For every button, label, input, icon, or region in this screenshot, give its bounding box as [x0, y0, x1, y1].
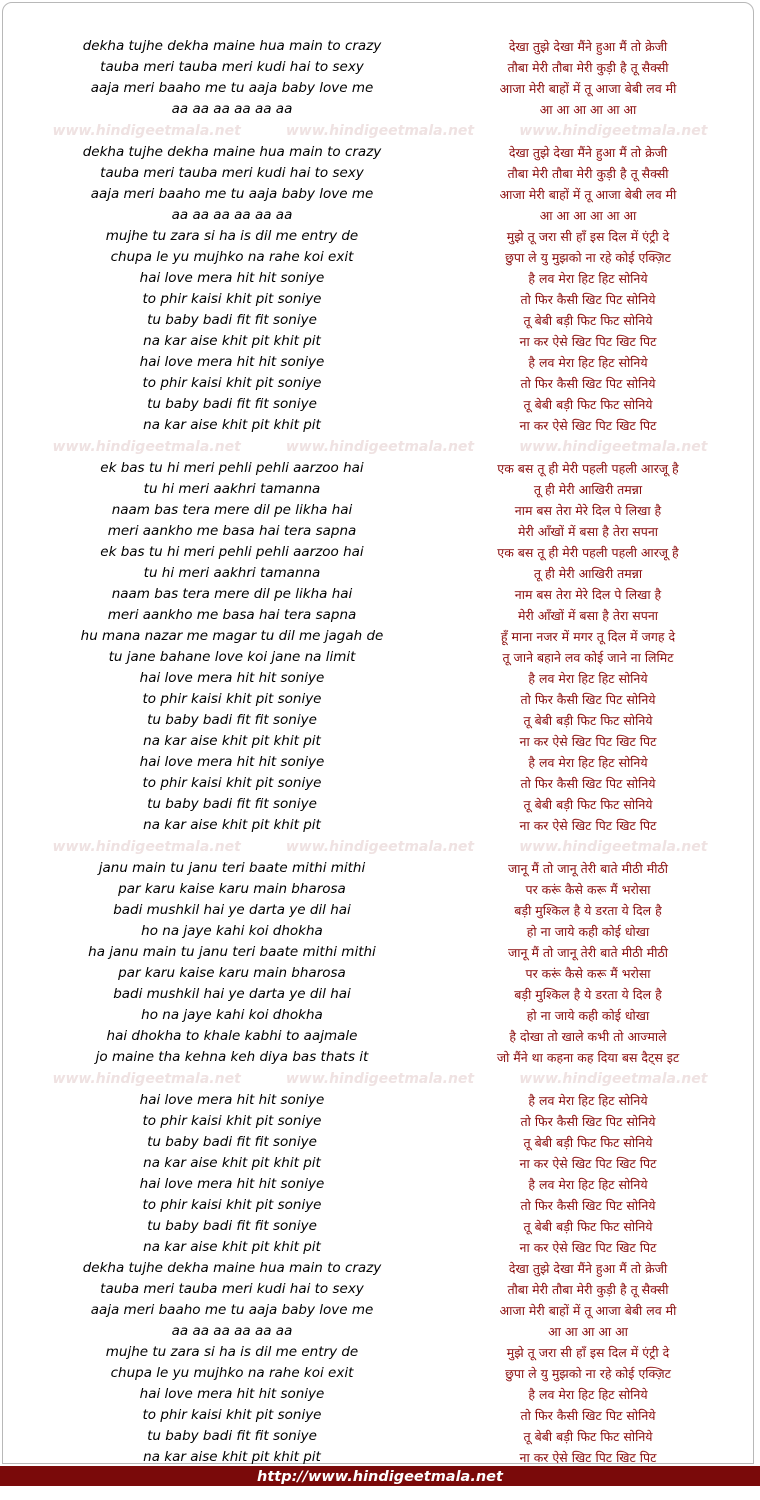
lyric-line — [0, 752, 760, 773]
lyrics-stanza — [0, 458, 760, 836]
footer-bar — [0, 1466, 760, 1486]
lyric-roman: hai love mera hit hit soniye — [139, 670, 325, 686]
lyric-roman: na kar aise khit pit khit pit — [143, 333, 321, 349]
lyric-hindi: आ आ आ आ आ आ — [539, 102, 637, 117]
lyric-roman: tauba meri tauba meri kudi hai to sexy — [100, 165, 364, 181]
lyric-roman: ho na jaye kahi koi dhokha — [141, 923, 323, 939]
lyric-line — [0, 563, 760, 584]
watermark-text: www.hindigeetmala.net — [285, 839, 475, 855]
lyric-hindi: बड़ी मुश्किल है ये डरता ये दिल है — [514, 987, 662, 1002]
watermark-text: www.hindigeetmala.net — [285, 1071, 475, 1087]
lyric-hindi: ना कर ऐसे खिट पिट खिट पिट — [519, 1240, 657, 1255]
lyric-roman: tu baby badi fit fit soniye — [147, 712, 317, 728]
lyric-hindi: बड़ी मुश्किल है ये डरता ये दिल है — [514, 903, 662, 918]
lyric-hindi: जानू मैं तो जानू तेरी बाते मीठी मीठी — [508, 945, 668, 960]
lyric-hindi: हो ना जाये कही कोई धोखा — [526, 1008, 650, 1023]
lyric-hindi: तो फिर कैसी खिट पिट सोनिये — [520, 1114, 656, 1129]
lyric-hindi: है लव मेरा हिट हिट सोनिये — [528, 755, 648, 770]
lyric-roman: dekha tujhe dekha maine hua main to crazy — [82, 38, 382, 54]
lyric-hindi: है लव मेरा हिट हिट सोनिये — [528, 355, 648, 370]
lyric-hindi: है लव मेरा हिट हिट सोनिये — [528, 671, 648, 686]
lyric-roman: tu baby badi fit fit soniye — [147, 312, 317, 328]
lyric-line — [0, 1174, 760, 1195]
lyric-roman: mujhe tu zara si ha is dil me entry de — [105, 228, 359, 244]
lyric-line — [0, 879, 760, 900]
lyric-hindi: तू बेबी बड़ी फिट फिट सोनिये — [523, 1135, 653, 1150]
lyric-roman: dekha tujhe dekha maine hua main to crazy — [82, 144, 382, 160]
lyric-line — [0, 773, 760, 794]
lyric-hindi: तू बेबी बड़ी फिट फिट सोनिये — [523, 797, 653, 812]
lyric-roman: hai love mera hit hit soniye — [139, 270, 325, 286]
lyric-hindi: है लव मेरा हिट हिट सोनिये — [528, 1093, 648, 1108]
lyric-line — [0, 1300, 760, 1321]
watermark-text: www.hindigeetmala.net — [285, 439, 475, 455]
lyric-line — [0, 1195, 760, 1216]
lyric-line — [0, 500, 760, 521]
lyric-hindi: तू ही मेरी आखिरी तमन्ना — [533, 482, 643, 497]
watermark-text: www.hindigeetmala.net — [519, 839, 708, 855]
lyric-line — [0, 626, 760, 647]
lyric-hindi: है दोखा तो खाले कभी तो आज्माले — [509, 1029, 667, 1044]
lyric-line — [0, 1111, 760, 1132]
lyric-roman: na kar aise khit pit khit pit — [143, 1155, 321, 1171]
lyric-hindi: ना कर ऐसे खिट पिट खिट पिट — [519, 734, 657, 749]
lyric-roman: na kar aise khit pit khit pit — [143, 417, 321, 433]
lyric-roman: hai love mera hit hit soniye — [139, 1092, 325, 1108]
lyric-hindi: नाम बस तेरा मेरे दिल पे लिखा है — [514, 503, 662, 518]
lyric-hindi: पर करूं कैसे करू मैं भरोसा — [525, 882, 651, 897]
lyrics-stanza — [0, 858, 760, 1068]
lyric-roman: aa aa aa aa aa aa — [171, 101, 293, 117]
lyric-line — [0, 1216, 760, 1237]
watermark-text: www.hindigeetmala.net — [519, 123, 708, 139]
lyric-line — [0, 900, 760, 921]
lyric-line — [0, 1363, 760, 1384]
lyric-line — [0, 942, 760, 963]
lyric-roman: chupa le yu mujhko na rahe koi exit — [110, 249, 354, 265]
lyric-line — [0, 1321, 760, 1342]
lyric-line — [0, 1005, 760, 1026]
lyric-hindi: जो मैंने था कहना कह दिया बस दैट्स इट — [496, 1050, 680, 1065]
watermark-row — [0, 120, 760, 142]
lyric-hindi: तू बेबी बड़ी फिट फिट सोनिये — [523, 397, 653, 412]
lyric-hindi: तू बेबी बड़ी फिट फिट सोनिये — [523, 713, 653, 728]
lyric-roman: hai love mera hit hit soniye — [139, 1386, 325, 1402]
lyric-hindi: ना कर ऐसे खिट पिट खिट पिट — [519, 818, 657, 833]
lyric-line — [0, 394, 760, 415]
watermark-text: www.hindigeetmala.net — [285, 123, 475, 139]
lyric-roman: mujhe tu zara si ha is dil me entry de — [105, 1344, 359, 1360]
lyric-line — [0, 247, 760, 268]
watermark-text: www.hindigeetmala.net — [52, 439, 241, 455]
lyric-hindi: नाम बस तेरा मेरे दिल पे लिखा है — [514, 587, 662, 602]
lyric-hindi: तो फिर कैसी खिट पिट सोनिये — [520, 776, 656, 791]
lyric-hindi: एक बस तू ही मेरी पहली पहली आरजू है — [497, 545, 679, 560]
lyric-line — [0, 1447, 760, 1468]
lyrics-container — [0, 36, 760, 1468]
lyric-line — [0, 1047, 760, 1068]
lyric-hindi: एक बस तू ही मेरी पहली पहली आरजू है — [497, 461, 679, 476]
lyric-line — [0, 521, 760, 542]
lyric-roman: aa aa aa aa aa aa — [171, 1323, 293, 1339]
lyric-hindi: हूँ माना नजर में मगर तू दिल में जगह दे — [500, 629, 676, 644]
lyric-roman: hai love mera hit hit soniye — [139, 754, 325, 770]
lyric-hindi: है लव मेरा हिट हिट सोनिये — [528, 1177, 648, 1192]
lyric-hindi: तो फिर कैसी खिट पिट सोनिये — [520, 292, 656, 307]
lyric-hindi: है लव मेरा हिट हिट सोनिये — [528, 271, 648, 286]
lyric-roman: hai love mera hit hit soniye — [139, 354, 325, 370]
lyric-hindi: तू बेबी बड़ी फिट फिट सोनिये — [523, 313, 653, 328]
lyric-roman: hu mana nazar me magar tu dil me jagah de — [80, 628, 384, 644]
lyric-line — [0, 78, 760, 99]
lyric-roman: tu baby badi fit fit soniye — [147, 796, 317, 812]
lyric-line — [0, 373, 760, 394]
lyric-line — [0, 858, 760, 879]
watermark-text: www.hindigeetmala.net — [519, 439, 708, 455]
lyric-hindi: तो फिर कैसी खिट पिट सोनिये — [520, 1198, 656, 1213]
lyric-roman: meri aankho me basa hai tera sapna — [107, 523, 357, 539]
lyric-roman: tauba meri tauba meri kudi hai to sexy — [100, 59, 364, 75]
lyric-line — [0, 163, 760, 184]
lyric-roman: tu baby badi fit fit soniye — [147, 1218, 317, 1234]
lyric-line — [0, 36, 760, 57]
lyric-roman: aaja meri baaho me tu aaja baby love me — [90, 186, 374, 202]
watermark-text: www.hindigeetmala.net — [52, 123, 241, 139]
lyric-line — [0, 479, 760, 500]
lyric-hindi: ना कर ऐसे खिट पिट खिट पिट — [519, 418, 657, 433]
watermark-row — [0, 1068, 760, 1090]
lyric-hindi: तू बेबी बड़ी फिट फिट सोनिये — [523, 1429, 653, 1444]
lyric-line — [0, 584, 760, 605]
lyric-line — [0, 1426, 760, 1447]
lyric-roman: ha janu main tu janu teri baate mithi mithi — [88, 944, 376, 960]
lyric-line — [0, 289, 760, 310]
lyric-line — [0, 794, 760, 815]
lyric-hindi: देखा तुझे देखा मैंने हुआ मैं तो क्रेजी — [508, 145, 668, 160]
lyric-roman: to phir kaisi khit pit soniye — [142, 375, 322, 391]
lyric-roman: to phir kaisi khit pit soniye — [142, 1113, 322, 1129]
lyric-hindi: तू बेबी बड़ी फिट फिट सोनिये — [523, 1219, 653, 1234]
watermark-text: www.hindigeetmala.net — [52, 1071, 241, 1087]
lyric-line — [0, 458, 760, 479]
lyric-roman: hai love mera hit hit soniye — [139, 1176, 325, 1192]
watermark-text: www.hindigeetmala.net — [519, 1071, 708, 1087]
lyric-roman: tu hi meri aakhri tamanna — [143, 565, 321, 581]
lyric-hindi: पर करूं कैसे करू मैं भरोसा — [525, 966, 651, 981]
lyric-line — [0, 542, 760, 563]
lyric-roman: tu hi meri aakhri tamanna — [143, 481, 321, 497]
lyric-line — [0, 1279, 760, 1300]
lyric-roman: to phir kaisi khit pit soniye — [142, 691, 322, 707]
lyric-line — [0, 731, 760, 752]
watermark-row — [0, 436, 760, 458]
lyric-hindi: आ आ आ आ आ आ — [539, 208, 637, 223]
watermark-text: www.hindigeetmala.net — [52, 839, 241, 855]
lyric-roman: ek bas tu hi meri pehli pehli aarzoo hai — [100, 544, 364, 560]
lyric-line — [0, 1342, 760, 1363]
lyric-roman: dekha tujhe dekha maine hua main to crazy — [82, 1260, 382, 1276]
lyric-line — [0, 1090, 760, 1111]
lyric-line — [0, 142, 760, 163]
lyric-hindi: छुपा ले यु मुझको ना रहे कोई एक्ज़िट — [505, 250, 671, 265]
lyric-line — [0, 268, 760, 289]
lyric-hindi: तौबा मेरी तौबा मेरी कुड़ी है तू सैक्सी — [507, 60, 669, 75]
lyric-line — [0, 1237, 760, 1258]
lyric-hindi: जानू मैं तो जानू तेरी बाते मीठी मीठी — [508, 861, 668, 876]
lyric-line — [0, 1026, 760, 1047]
lyric-hindi: देखा तुझे देखा मैंने हुआ मैं तो क्रेजी — [508, 39, 668, 54]
watermark-row — [0, 836, 760, 858]
lyric-roman: jo maine tha kehna keh diya bas thats it — [95, 1049, 369, 1065]
lyric-line — [0, 310, 760, 331]
lyric-line — [0, 184, 760, 205]
lyrics-stanza — [0, 36, 760, 120]
lyric-line — [0, 1384, 760, 1405]
lyric-hindi: मुझे तू जरा सी हाँ इस दिल में एंट्री दे — [506, 1345, 670, 1360]
lyric-line — [0, 647, 760, 668]
lyric-roman: ek bas tu hi meri pehli pehli aarzoo hai — [100, 460, 364, 476]
lyric-roman: aaja meri baaho me tu aaja baby love me — [90, 1302, 374, 1318]
lyric-line — [0, 226, 760, 247]
lyric-roman: to phir kaisi khit pit soniye — [142, 1197, 322, 1213]
lyric-roman: chupa le yu mujhko na rahe koi exit — [110, 1365, 354, 1381]
lyric-hindi: देखा तुझे देखा मैंने हुआ मैं तो क्रेजी — [508, 1261, 668, 1276]
lyric-roman: tu jane bahane love koi jane na limit — [108, 649, 356, 665]
lyric-line — [0, 352, 760, 373]
lyric-line — [0, 1132, 760, 1153]
lyric-line — [0, 815, 760, 836]
lyric-hindi: तौबा मेरी तौबा मेरी कुड़ी है तू सैक्सी — [507, 1282, 669, 1297]
lyric-line — [0, 921, 760, 942]
lyric-hindi: छुपा ले यु मुझको ना रहे कोई एक्ज़िट — [505, 1366, 671, 1381]
lyric-roman: to phir kaisi khit pit soniye — [142, 775, 322, 791]
lyric-roman: na kar aise khit pit khit pit — [143, 1239, 321, 1255]
lyric-line — [0, 1405, 760, 1426]
lyric-roman: meri aankho me basa hai tera sapna — [107, 607, 357, 623]
lyric-roman: aa aa aa aa aa aa — [171, 207, 293, 223]
lyric-roman: par karu kaise karu main bharosa — [118, 881, 346, 897]
lyrics-stanza — [0, 1090, 760, 1468]
lyric-roman: to phir kaisi khit pit soniye — [142, 291, 322, 307]
lyric-line — [0, 205, 760, 226]
lyric-hindi: तौबा मेरी तौबा मेरी कुड़ी है तू सैक्सी — [507, 166, 669, 181]
lyric-hindi: तू ही मेरी आखिरी तमन्ना — [533, 566, 643, 581]
lyric-roman: badi mushkil hai ye darta ye dil hai — [113, 986, 351, 1002]
footer-url-link[interactable]: http://www.hindigeetmala.net — [257, 1469, 503, 1485]
lyric-line — [0, 1153, 760, 1174]
lyric-roman: tu baby badi fit fit soniye — [147, 1428, 317, 1444]
lyric-hindi: तो फिर कैसी खिट पिट सोनिये — [520, 1408, 656, 1423]
lyric-hindi: आजा मेरी बाहों में तू आजा बेबी लव मी — [499, 1303, 677, 1318]
lyric-roman: tu baby badi fit fit soniye — [147, 396, 317, 412]
lyric-hindi: तो फिर कैसी खिट पिट सोनिये — [520, 692, 656, 707]
lyric-roman: naam bas tera mere dil pe likha hai — [111, 502, 353, 518]
lyric-line — [0, 710, 760, 731]
lyric-line — [0, 668, 760, 689]
lyric-line — [0, 57, 760, 78]
lyric-line — [0, 689, 760, 710]
lyric-roman: badi mushkil hai ye darta ye dil hai — [113, 902, 351, 918]
lyric-hindi: मेरी आँखों में बसा है तेरा सपना — [517, 608, 659, 623]
lyric-roman: tu baby badi fit fit soniye — [147, 1134, 317, 1150]
lyric-hindi: मुझे तू जरा सी हाँ इस दिल में एंट्री दे — [506, 229, 670, 244]
lyric-line — [0, 415, 760, 436]
lyric-roman: to phir kaisi khit pit soniye — [142, 1407, 322, 1423]
lyric-roman: hai dhokha to khale kabhi to aajmale — [106, 1028, 358, 1044]
lyric-roman: janu main tu janu teri baate mithi mithi — [98, 860, 366, 876]
lyric-hindi: ना कर ऐसे खिट पिट खिट पिट — [519, 1156, 657, 1171]
lyrics-stanza — [0, 142, 760, 436]
lyric-roman: ho na jaye kahi koi dhokha — [141, 1007, 323, 1023]
lyric-hindi: हो ना जाये कही कोई धोखा — [526, 924, 650, 939]
lyric-hindi: मेरी आँखों में बसा है तेरा सपना — [517, 524, 659, 539]
lyric-line — [0, 963, 760, 984]
lyric-roman: par karu kaise karu main bharosa — [118, 965, 346, 981]
lyric-hindi: तो फिर कैसी खिट पिट सोनिये — [520, 376, 656, 391]
lyric-line — [0, 99, 760, 120]
lyric-hindi: ना कर ऐसे खिट पिट खिट पिट — [519, 334, 657, 349]
lyric-roman: na kar aise khit pit khit pit — [143, 1449, 321, 1465]
lyric-roman: tauba meri tauba meri kudi hai to sexy — [100, 1281, 364, 1297]
lyric-hindi: आ आ आ आ आ — [548, 1324, 628, 1339]
lyric-line — [0, 984, 760, 1005]
lyric-roman: naam bas tera mere dil pe likha hai — [111, 586, 353, 602]
lyric-hindi: आजा मेरी बाहों में तू आजा बेबी लव मी — [499, 187, 677, 202]
lyric-line — [0, 1258, 760, 1279]
lyric-roman: na kar aise khit pit khit pit — [143, 817, 321, 833]
lyric-line — [0, 605, 760, 626]
lyric-line — [0, 331, 760, 352]
lyric-hindi: है लव मेरा हिट हिट सोनिये — [528, 1387, 648, 1402]
lyric-hindi: आजा मेरी बाहों में तू आजा बेबी लव मी — [499, 81, 677, 96]
lyric-hindi: तू जाने बहाने लव कोई जाने ना लिमिट — [502, 650, 674, 665]
lyric-roman: na kar aise khit pit khit pit — [143, 733, 321, 749]
lyric-roman: aaja meri baaho me tu aaja baby love me — [90, 80, 374, 96]
lyric-hindi: ना कर ऐसे खिट पिट खिट पिट — [519, 1450, 657, 1465]
